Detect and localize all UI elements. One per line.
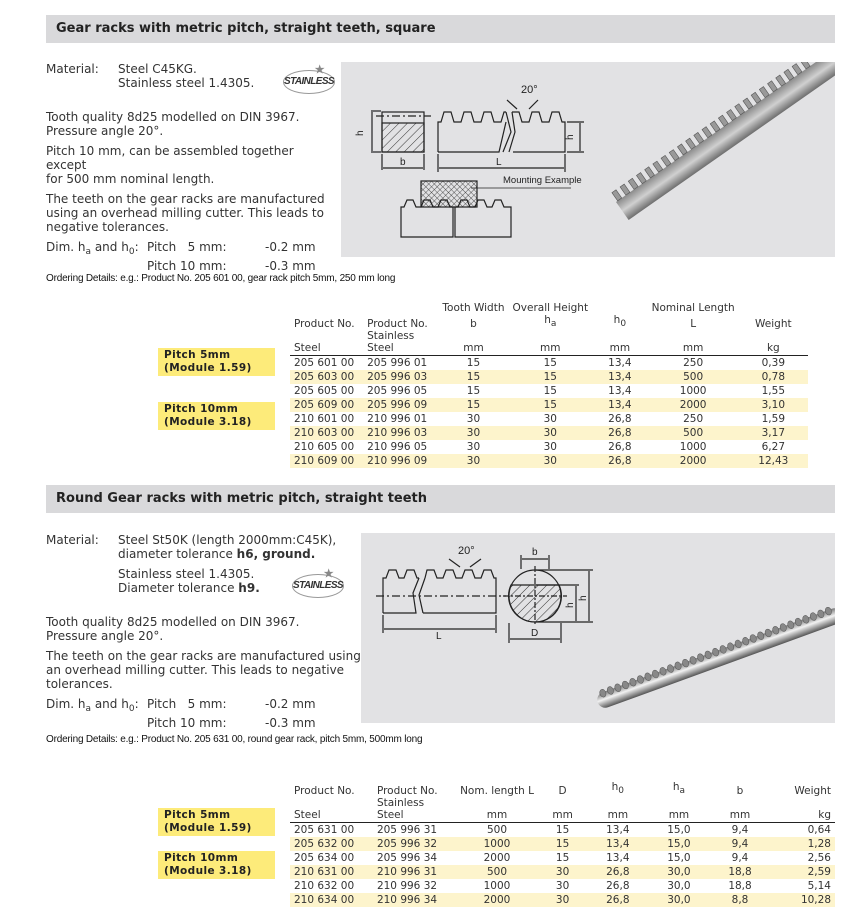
tolerance-pitch: Pitch 10 mm: — [147, 716, 227, 730]
text-line: using an overhead milling cutter. This leads to — [46, 206, 324, 220]
section-title-round-gear-racks: Round Gear racks with metric pitch, straight teeth — [46, 485, 835, 513]
section2-description — [46, 533, 366, 730]
tolerance-row — [46, 697, 366, 716]
text-line: an overhead milling cutter. This leads to negative — [46, 663, 345, 677]
tolerance-label: Dim. $h_a$ and $h_0$: — [46, 697, 139, 714]
svg-text:h: h — [565, 134, 576, 140]
column-subheader: mm — [456, 797, 538, 823]
table-row: 205 609 00 205 996 09 15 15 13,4 2000 3,10 — [290, 398, 808, 412]
table-row: 205 634 00 205 996 34 2000 15 13,4 15,0 9,4 2,56 — [294, 852, 831, 864]
table-row: 205 631 00 205 996 31 500 15 13,4 15,0 9,4 0,64 — [294, 824, 831, 836]
module-label: (Module 1.59) — [164, 822, 252, 834]
table-row: 205 605 00 205 996 05 15 15 13,4 1000 1,55 — [294, 385, 786, 397]
column-subheader: mm — [648, 330, 739, 356]
svg-text:h: h — [355, 130, 366, 136]
column-header: b — [470, 318, 477, 330]
column-subheader: mm — [509, 330, 593, 356]
tolerance-value: -0.3 mm — [265, 716, 316, 730]
tolerance-block — [46, 697, 366, 730]
pitch-10mm-badge — [158, 402, 275, 430]
column-header: h0 — [613, 314, 627, 329]
round-rack-table — [290, 781, 835, 907]
tolerance-value: -0.2 mm — [265, 697, 316, 711]
tolerance-pitch: Pitch 5 mm: — [147, 697, 227, 711]
square-rack-figure — [341, 62, 835, 257]
text-line: Pitch 10 mm, can be assembled together except — [46, 144, 294, 172]
pitch-assembly-paragraph — [46, 144, 336, 186]
column-subheader: Steel — [290, 330, 363, 356]
table-row: 205 601 00 205 996 01 15 15 13,4 250 0,39 — [294, 357, 786, 369]
material-line: Steel St50K (length 2000mm:C45K), — [118, 533, 337, 547]
column-header: L — [690, 318, 697, 330]
material-values — [118, 62, 254, 90]
column-header: D — [558, 785, 567, 797]
group-header-tooth-width: Tooth Width — [442, 302, 505, 314]
column-header: Product No. — [367, 318, 428, 330]
text-line: The teeth on the gear racks are manufactured — [46, 192, 325, 206]
column-subheader: kg — [771, 797, 835, 823]
pitch-label: Pitch 10mm — [164, 852, 239, 864]
module-label: (Module 3.18) — [164, 865, 252, 877]
table-row: 210 634 00 210 996 34 2000 30 26,8 30,0 8,8 10,28 — [290, 893, 835, 907]
text-line: Tooth quality 8d25 modelled on DIN 3967. — [46, 615, 300, 629]
svg-text:L: L — [496, 157, 502, 168]
pitch-label: Pitch 5mm — [164, 349, 231, 361]
tooth-quality-paragraph — [46, 615, 366, 643]
table-row: 210 601 00 210 996 01 30 30 26,8 250 1,59 — [294, 413, 786, 425]
angle-label: 20° — [458, 545, 475, 557]
group-header-overall-height: Overall Height — [512, 302, 589, 314]
table-row: 210 605 00 210 996 05 30 30 26,8 1000 6,27 — [294, 441, 786, 453]
stainless-line: Diameter tolerance h9. — [118, 581, 260, 595]
column-header: Nom. length L — [460, 785, 534, 797]
text-line: for 500 mm nominal length. — [46, 172, 215, 186]
module-label: (Module 1.59) — [164, 362, 252, 374]
text-line: negative tolerances. — [46, 220, 169, 234]
material-line: Stainless steel 1.4305. — [118, 76, 255, 90]
milling-paragraph — [46, 649, 366, 691]
column-header: Weight — [794, 785, 831, 797]
milling-paragraph — [46, 192, 336, 234]
star-icon: ★ — [323, 568, 333, 580]
star-icon: ★ — [314, 64, 324, 76]
stainless-logo — [292, 568, 344, 598]
table-row: 205 632 00 205 996 32 1000 15 13,4 15,0 9,4 1,28 — [290, 837, 835, 851]
ordering-details: Ordering Details: e.g.: Product No. 205 631 00, round gear rack, pitch 5mm, 500mm long — [46, 734, 423, 745]
ordering-details: Ordering Details: e.g.: Product No. 205 601 00, gear rack pitch 5mm, 250 mm long — [46, 273, 396, 284]
column-subheader: Steel — [290, 797, 373, 823]
pitch-10mm-badge — [158, 851, 275, 879]
round-rack-diagram — [361, 533, 835, 723]
tolerance-row — [46, 259, 336, 273]
column-subheader: mm — [592, 330, 648, 356]
column-header: Product No. — [376, 785, 438, 797]
tolerance-value: -0.2 mm — [265, 240, 316, 254]
column-subheader: mm — [538, 797, 587, 823]
table-row: 205 603 00 205 996 03 15 15 13,4 500 0,78 — [290, 370, 808, 384]
pitch-label: Pitch 5mm — [164, 809, 231, 821]
material-line: Steel C45KG. — [118, 62, 197, 76]
pitch-5mm-badge — [158, 348, 275, 376]
tolerance-value: -0.3 mm — [265, 259, 316, 273]
svg-text:b: b — [532, 547, 538, 558]
section1-description — [46, 62, 336, 273]
svg-text:D: D — [531, 628, 539, 639]
column-header: Product No. — [294, 318, 355, 330]
stainless-line: Stainless steel 1.4305. — [118, 567, 255, 581]
text-line: tolerances. — [46, 677, 113, 691]
stainless-logo-text: STAINLESS — [293, 580, 343, 591]
column-subheader: mm — [709, 797, 770, 823]
table-row: 210 631 00 210 996 31 500 30 26,8 30,0 18,8 2,59 — [290, 865, 835, 879]
column-subheader: mm — [587, 797, 648, 823]
column-subheader: mm — [648, 797, 709, 823]
column-subheader: Stainless Steel — [373, 797, 456, 823]
text-line: Pressure angle 20°. — [46, 124, 164, 138]
column-header: ha — [672, 781, 685, 796]
column-header: ha — [544, 314, 557, 329]
text-line: The teeth on the gear racks are manufactured using — [46, 649, 361, 663]
stainless-logo-text: STAINLESS — [284, 76, 334, 87]
column-header: Weight — [755, 318, 792, 330]
pitch-label: Pitch 10mm — [164, 403, 239, 415]
table-row: 210 632 00 210 996 32 1000 30 26,8 30,0 18,8 5,14 — [294, 880, 831, 892]
column-header: b — [736, 785, 744, 797]
column-subheader: mm — [438, 330, 508, 356]
table-row: 210 603 00 210 996 03 30 30 26,8 500 3,17 — [290, 426, 808, 440]
material-line: diameter tolerance h6, ground. — [118, 547, 316, 561]
tolerance-pitch: Pitch 10 mm: — [147, 259, 227, 273]
tolerance-row — [46, 240, 336, 259]
svg-text:b: b — [400, 157, 406, 168]
table-row: 210 609 00 210 996 09 30 30 26,8 2000 12,43 — [290, 454, 808, 468]
mounting-example-label: Mounting Example — [503, 175, 582, 186]
svg-text:L: L — [436, 631, 442, 642]
group-header-nominal-length: Nominal Length — [651, 302, 735, 314]
column-header: Product No. — [294, 785, 355, 797]
text-line: Pressure angle 20°. — [46, 629, 164, 643]
svg-text:h: h — [578, 595, 589, 601]
round-rack-figure — [361, 533, 835, 723]
angle-label: 20° — [521, 84, 538, 96]
material-label: Material: — [46, 533, 99, 547]
svg-text:h: h — [565, 602, 576, 608]
column-header: h0 — [611, 781, 625, 796]
tolerance-label: Dim. $h_a$ and $h_0$: — [46, 240, 139, 257]
tolerance-block — [46, 240, 336, 273]
tolerance-pitch: Pitch 5 mm: — [147, 240, 227, 254]
pitch-5mm-badge — [158, 808, 275, 836]
section-title-square-gear-racks: Gear racks with metric pitch, straight teeth, square — [46, 15, 835, 43]
text-line: Tooth quality 8d25 modelled on DIN 3967. — [46, 110, 300, 124]
tooth-quality-paragraph — [46, 110, 336, 138]
stainless-logo — [283, 64, 335, 94]
square-rack-table — [290, 302, 808, 468]
square-rack-diagram — [341, 62, 835, 257]
material-label: Material: — [46, 62, 99, 76]
column-subheader: Stainless Steel — [363, 330, 438, 356]
column-subheader: kg — [739, 330, 808, 356]
module-label: (Module 3.18) — [164, 416, 252, 428]
tolerance-row — [46, 716, 366, 730]
